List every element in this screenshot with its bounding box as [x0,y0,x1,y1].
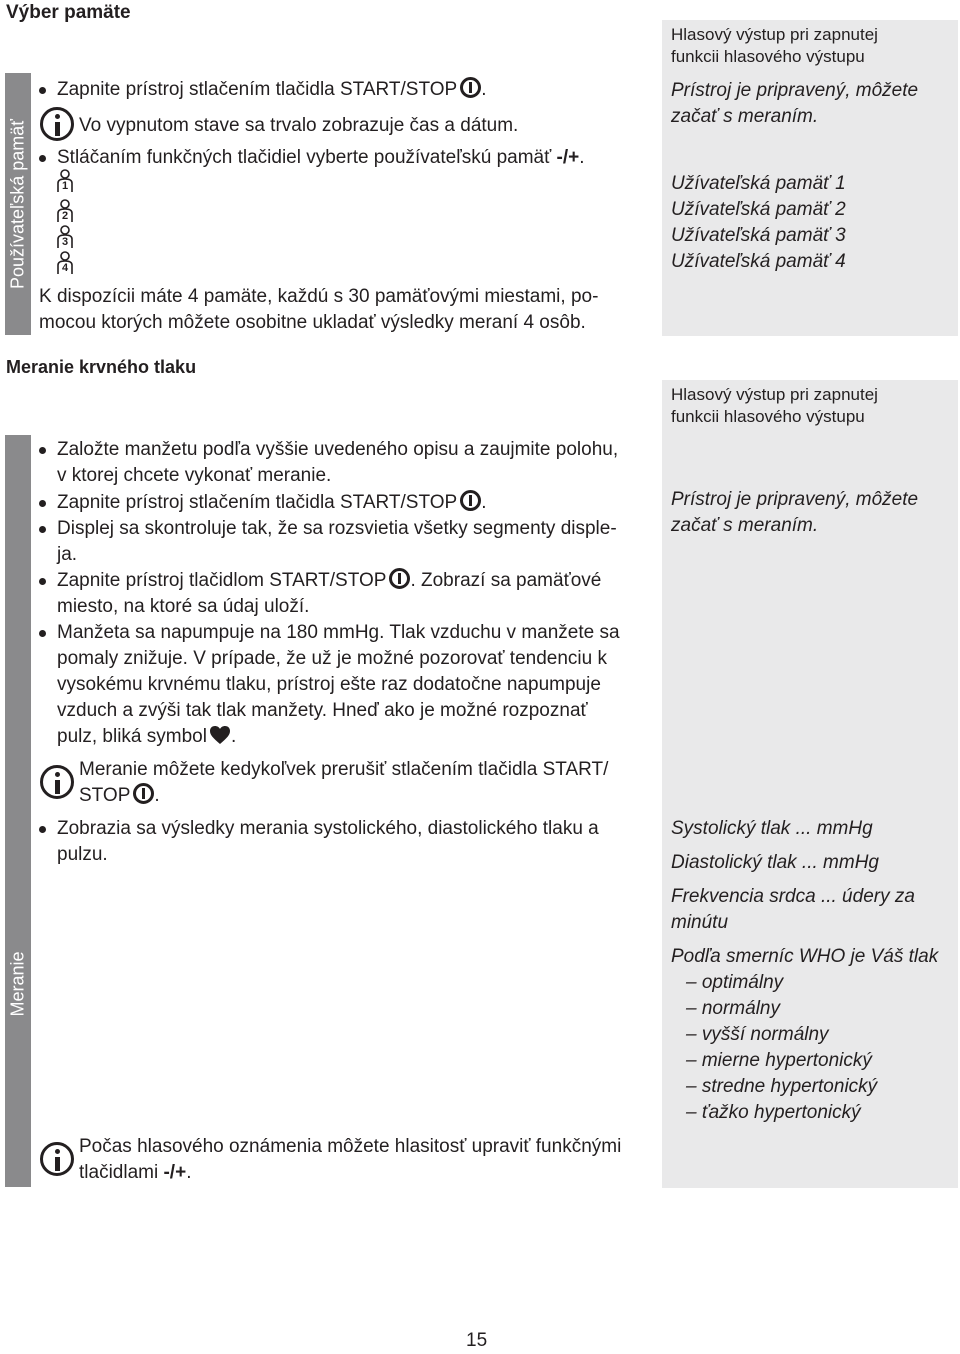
memory-label: Užívateľská pamäť 2 [671,199,846,220]
info-icon [40,1142,74,1176]
voice-output-heading: funkcii hlasového výstupu [671,407,865,426]
power-icon [460,77,481,98]
right-panel-measurement [662,380,958,1188]
paragraph-line: mocou ktorých môžete osobitne ukladať výsledky meraní 4 osôb. [39,312,586,333]
info-note: STOP . [79,785,160,806]
right-panel-memory [662,20,958,336]
who-level: – normálny [686,998,780,1019]
side-tab-measurement [5,435,31,1187]
page-number: 15 [466,1330,488,1351]
list-item: Zapnite prístroj stlačením tlačidla START/STOP . [57,77,486,103]
power-icon [389,568,410,589]
ready-message: Prístroj je pripravený, môžete [671,80,919,101]
list-item-continuation: ja. [57,544,78,565]
voice-output-heading: funkcii hlasového výstupu [671,47,865,66]
list-item-continuation: vysokému krvnému tlaku, prístroj ešte raz dodatočne napumpuje [57,674,601,695]
list-item-continuation: pomaly znižuje. V prípade, že už je možné pozorovať tendenciu k [57,648,607,669]
list-item-continuation: vzduch a zvýši tak tlak manžety. Hneď ako je možné rozpoznať [57,700,588,721]
ready-message: Prístroj je pripravený, môžete [671,489,919,510]
pulse-label: minútu [671,912,729,933]
who-level: – ťažko hypertonický [686,1102,861,1123]
section-title-memory: Výber pamäte [6,2,131,23]
diastolic-label: Diastolický tlak ... mmHg [671,852,879,873]
who-classification-heading: Podľa smerníc WHO je Váš tlak [671,946,939,967]
memory-label: Užívateľská pamäť 3 [671,225,846,246]
who-level: – vyšší normálny [686,1024,829,1045]
list-item-continuation: pulzu. [57,844,108,865]
paragraph-line: K dispozícii máte 4 pamäte, každú s 30 pamäťovými miestami, po- [39,286,599,307]
list-item: Displej sa skontroluje tak, že sa rozsvietia všetky segmenty disple- [57,516,617,542]
who-level: – stredne hypertonický [686,1076,878,1097]
section-title-measurement: Meranie krvného tlaku [6,357,197,377]
user-memory-1-icon: 1 [56,169,74,193]
info-note: Vo vypnutom stave sa trvalo zobrazuje čas a dátum. [79,115,519,136]
info-icon [40,107,74,141]
list-item: Stláčaním funkčných tlačidiel vyberte používateľskú pamäť -/+. [57,145,585,171]
info-note: Meranie môžete kedykoľvek prerušiť stlačením tlačidla START/ [79,759,609,780]
list-item: Manžeta sa napumpuje na 180 mmHg. Tlak vzduchu v manžete sa [57,620,620,646]
info-note: tlačidlami -/+. [79,1162,192,1183]
memory-label: Užívateľská pamäť 4 [671,251,846,272]
power-icon [133,783,154,804]
list-item: Zapnite prístroj stlačením tlačidla START/STOP . [57,490,486,516]
list-item: Zapnite prístroj tlačidlom START/STOP . Zobrazí sa pamäťové [57,568,601,594]
list-item: Založte manžetu podľa vyššie uvedeného opisu a zaujmite polohu, [57,437,618,463]
list-item-continuation: pulz, bliká symbol . [57,726,237,747]
list-item: Zobrazia sa výsledky merania systolického, diastolického tlaku a [57,816,599,842]
info-icon [40,765,74,799]
voice-output-heading: Hlasový výstup pri zapnutej [671,385,878,404]
who-level: – optimálny [686,972,784,993]
power-icon [460,490,481,511]
side-tab-label: Používateľská pamäť [7,118,28,290]
user-memory-4-icon: 4 [56,251,74,275]
voice-output-heading: Hlasový výstup pri zapnutej [671,25,878,44]
who-level: – mierne hypertonický [686,1050,872,1071]
side-tab-user-memory [5,73,31,335]
side-tab-label: Meranie [7,951,28,1017]
user-memory-3-icon: 3 [56,225,74,249]
list-item-continuation: miesto, na ktoré sa údaj uloží. [57,596,310,617]
ready-message: začať s meraním. [671,106,819,127]
list-item-continuation: v ktorej chcete vykonať meranie. [57,465,332,486]
heart-icon [209,725,231,745]
user-memory-2-icon: 2 [56,199,74,223]
ready-message: začať s meraním. [671,515,819,536]
systolic-label: Systolický tlak ... mmHg [671,818,873,839]
info-note: Počas hlasového oznámenia môžete hlasitosť upraviť funkčnými [79,1136,622,1157]
memory-label: Užívateľská pamäť 1 [671,173,846,194]
pulse-label: Frekvencia srdca ... údery za [671,886,915,907]
